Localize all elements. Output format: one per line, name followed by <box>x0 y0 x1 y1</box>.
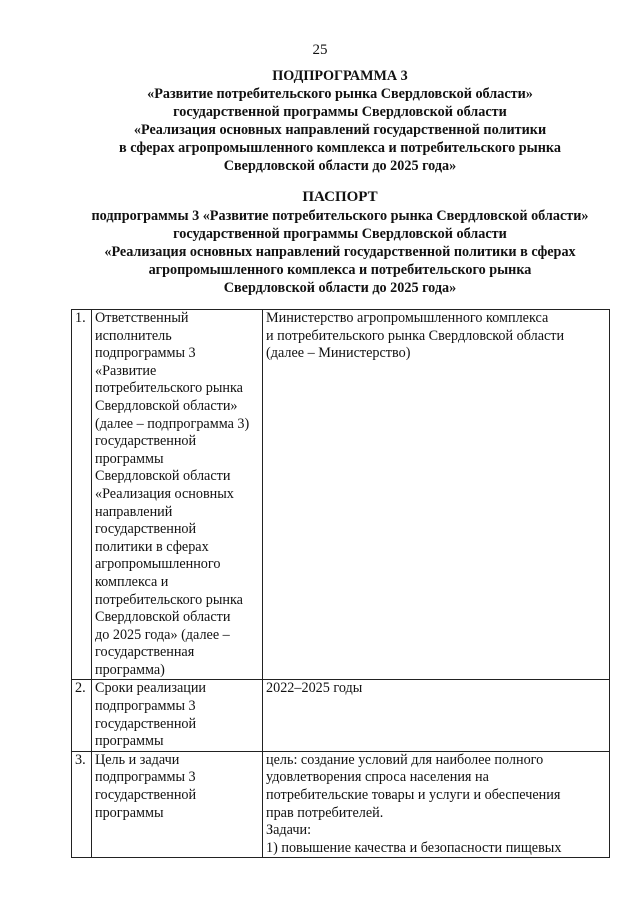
label-line: программы <box>95 450 164 467</box>
value-line: 2022–2025 годы <box>266 680 363 697</box>
label-line: «Развитие <box>95 362 157 379</box>
row-number: 3. <box>72 751 92 858</box>
value-line: прав потребителей. <box>266 804 384 821</box>
passport-heading-line: государственной программы Свердловской области <box>173 226 507 242</box>
row-label <box>92 680 263 751</box>
row-number: 1. <box>72 310 92 680</box>
label-line: Свердловской области <box>95 609 231 626</box>
label-line: потребительского рынка <box>95 591 243 608</box>
row-value <box>263 310 610 680</box>
label-line: государственной <box>95 433 197 450</box>
passport-title-text: ПАСПОРТ <box>302 189 378 205</box>
row-number: 2. <box>72 680 92 751</box>
label-line: Сроки реализации <box>95 680 207 697</box>
subprogram-heading-line: государственной программы Свердловской области <box>173 104 507 120</box>
subprogram-heading-line: в сферах агропромышленного комплекса и потребительского рынка <box>119 140 561 156</box>
subprogram-heading-line: «Развитие потребительского рынка Свердловской области» <box>147 86 533 102</box>
value-line: и потребительского рынка Свердловской области <box>266 327 565 344</box>
value-line: Задачи: <box>266 822 312 839</box>
label-line: подпрограммы 3 <box>95 769 196 786</box>
table-row <box>72 310 610 680</box>
label-line: потребительского рынка <box>95 380 243 397</box>
label-line: политики в сферах <box>95 538 209 555</box>
label-line: подпрограммы 3 <box>95 345 196 362</box>
value-line: цель: создание условий для наиболее полного <box>266 751 544 768</box>
page-number: 25 <box>312 42 328 58</box>
label-line: комплекса и <box>95 573 169 590</box>
value-line: потребительские товары и услуги и обеспечения <box>266 787 561 804</box>
label-line: государственной <box>95 787 197 804</box>
subprogram-heading <box>60 67 620 175</box>
label-line: программа) <box>95 661 165 678</box>
passport-heading <box>60 207 620 297</box>
passport-heading-line: «Реализация основных направлений государственной политики в сферах <box>104 244 576 260</box>
label-line: государственной <box>95 715 197 732</box>
row-label <box>92 310 263 680</box>
value-line: удовлетворения спроса населения на <box>266 769 489 786</box>
row-label <box>92 751 263 858</box>
subprogram-heading-line: «Реализация основных направлений государственной политики <box>133 122 547 138</box>
passport-title <box>60 188 620 206</box>
label-line: государственной <box>95 521 197 538</box>
label-line: программы <box>95 804 164 821</box>
passport-heading-line: Свердловской области до 2025 года» <box>223 280 457 296</box>
label-line: Ответственный <box>95 310 189 326</box>
passport-table <box>71 309 610 858</box>
value-line: 1) повышение качества и безопасности пищевых <box>266 839 562 856</box>
label-line: «Реализация основных <box>95 485 234 502</box>
label-line: исполнитель <box>95 327 172 344</box>
label-line: программы <box>95 733 164 750</box>
label-line: Свердловской области <box>95 468 231 485</box>
table-row <box>72 680 610 751</box>
label-line: Цель и задачи <box>95 751 180 768</box>
label-line: до 2025 года» (далее – <box>95 626 230 643</box>
label-line: (далее – подпрограмма 3) <box>95 415 250 432</box>
label-line: Свердловской области» <box>95 397 238 414</box>
row-value <box>263 680 610 751</box>
label-line: подпрограммы 3 <box>95 698 196 715</box>
value-line: (далее – Министерство) <box>266 345 411 362</box>
label-line: направлений <box>95 503 173 520</box>
passport-heading-line: агропромышленного комплекса и потребительского рынка <box>148 262 532 278</box>
label-line: государственная <box>95 644 195 661</box>
table-row <box>72 751 610 858</box>
value-line: Министерство агропромышленного комплекса <box>266 310 549 326</box>
passport-heading-line: подпрограммы 3 «Развитие потребительского рынка Свердловской области» <box>91 208 589 224</box>
subprogram-heading-line: Свердловской области до 2025 года» <box>223 158 457 174</box>
subprogram-heading-line: ПОДПРОГРАММА 3 <box>272 68 408 84</box>
row-value <box>263 751 610 858</box>
label-line: агропромышленного <box>95 556 221 573</box>
